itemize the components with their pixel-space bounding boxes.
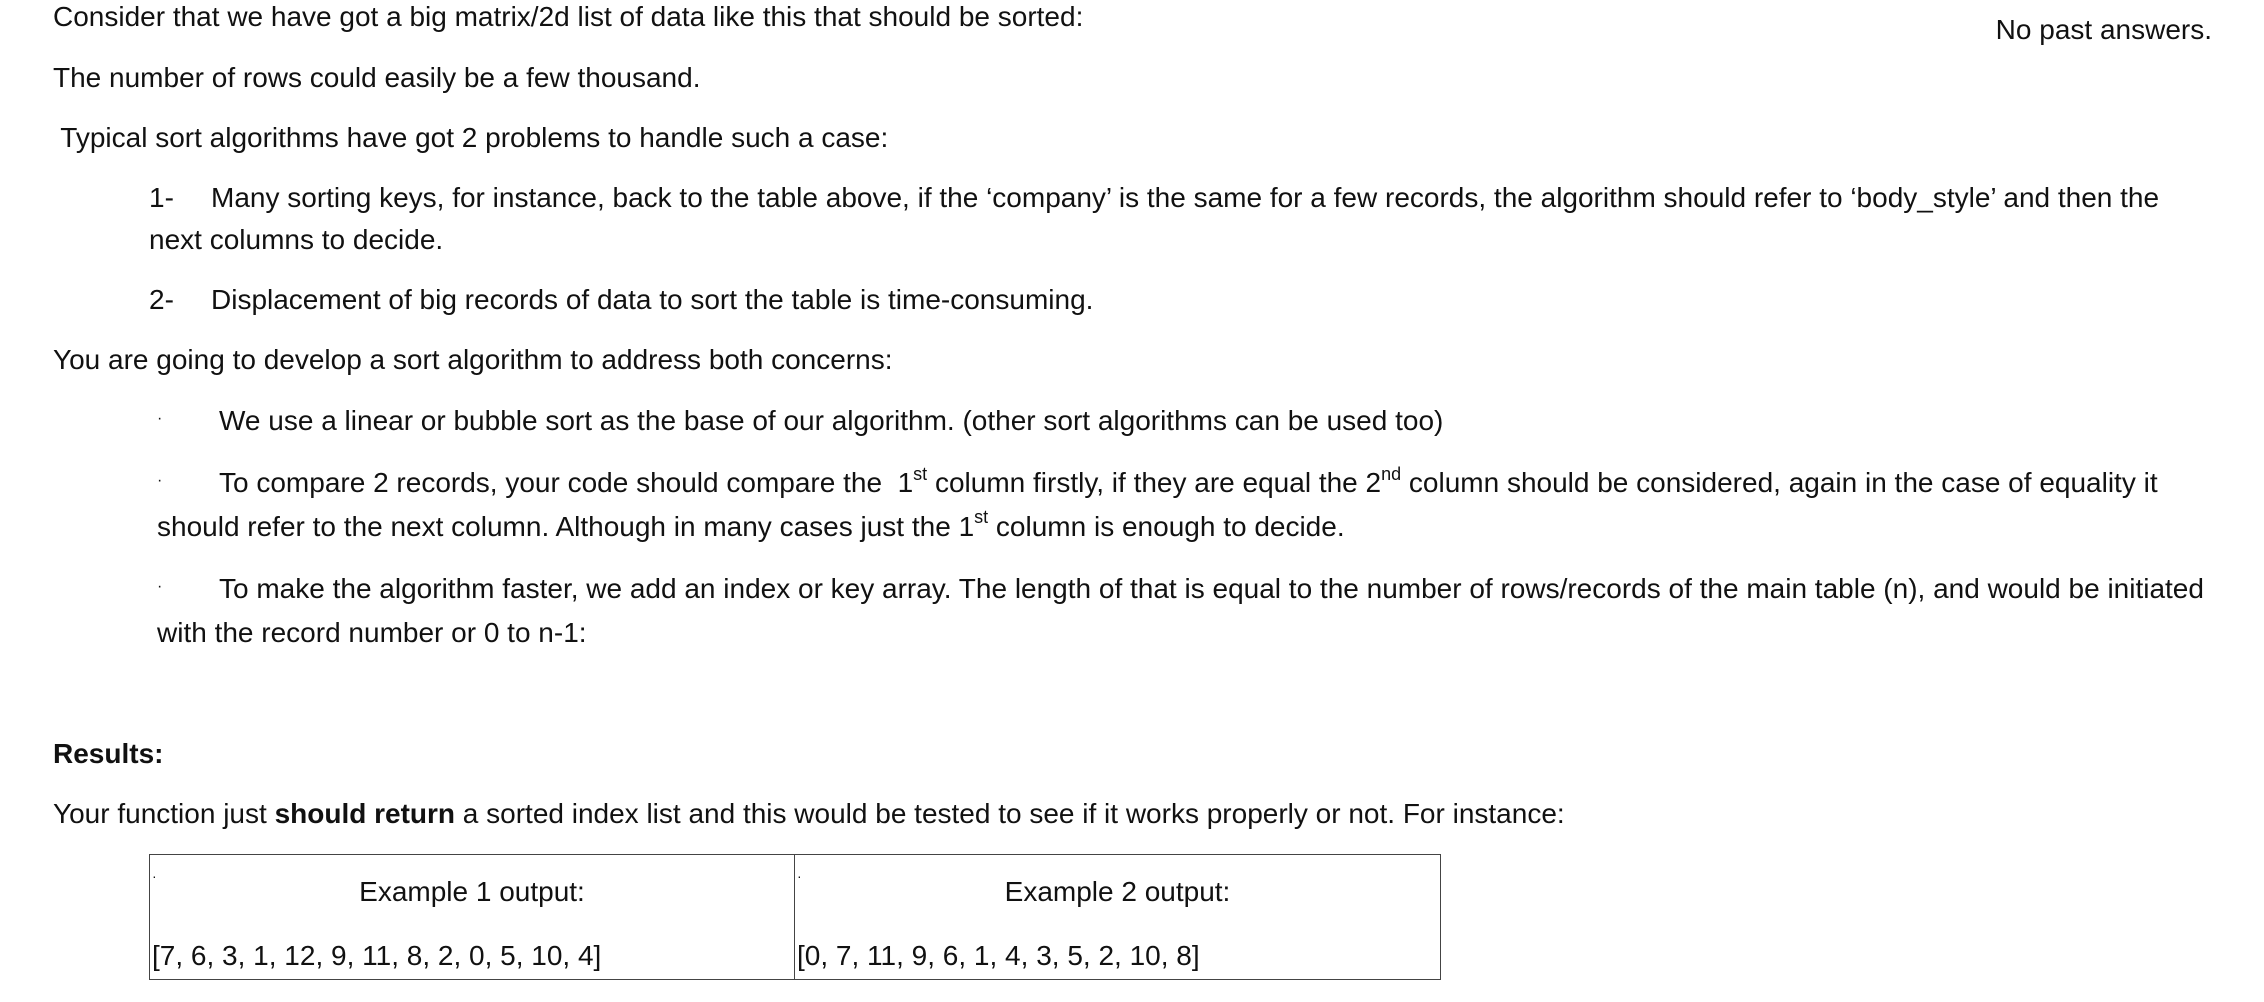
results-text-post: a sorted index list and this would be tested to see if it works properly or not. For instance: [455,798,1565,829]
past-answers-status: No past answers. [1995,14,2212,45]
example-1-cell [150,855,795,979]
results-heading [53,737,163,771]
results-description [53,797,1565,831]
intro-line-2: The number of rows could easily be a few thousand. [53,62,701,93]
bullet-text-2b: column firstly, if they are equal the 2 [927,467,1382,498]
bullet-item-1 [157,404,1443,440]
examples-table [149,854,1441,980]
bullet-text-3: To make the algorithm faster, we add an index or key array. The length of that is equal to the number of rows/records of the main table (n), and would be initiated with the record number or 0 to n-1: [157,573,2204,648]
example-2-marker: · [797,868,802,884]
superscript-nd: nd [1381,463,1402,484]
problem-text-1: Many sorting keys, for instance, back to the table above, if the ‘company’ is the same for a few records, the algorithm should refer to ‘body_style’ and then the next columns to decide. [149,182,2160,255]
example-2-label: Example 2 output: [1004,876,1231,907]
problem-text-2: Displacement of big records of data to sort the table is time-consuming. [211,284,1094,315]
example-2-cell [795,855,1440,979]
develop-line: You are going to develop a sort algorithm to address both concerns: [53,344,893,375]
results-heading-text: Results: [53,738,164,769]
superscript-st-2: st [974,507,989,528]
example-1-label: Example 1 output: [359,876,585,907]
bullet-text-2d: column is enough to decide. [988,510,1345,542]
bullet-item-3 [157,568,2219,654]
intro-line-3: Typical sort algorithms have got 2 problems to handle such a case: [53,122,889,153]
bullet-marker-1: · [157,409,163,427]
bullet-text-2a: To compare 2 records, your code should compare the 1 [219,467,914,498]
results-text-pre: Your function just [53,798,275,829]
problem-item-2 [149,283,1093,317]
example-2-output: [0, 7, 11, 9, 6, 1, 4, 3, 5, 2, 10, 8] [797,940,1200,971]
intro-line-1: Consider that we have got a big matrix/2d list of data like this that should be sorted: [53,1,1084,32]
bullet-marker-3: · [157,577,163,595]
bullet-item-2 [157,462,2219,548]
problem-item-1 [149,177,2219,261]
example-1-marker: · [152,868,157,884]
bullet-text-2c: column should be considered, again in the case of equality it should refer to the next column. Although in many cases just the 1 [157,467,2158,542]
example-1-output: [7, 6, 3, 1, 12, 9, 11, 8, 2, 0, 5, 10, 4] [152,940,602,971]
problem-number-2: 2- [149,284,174,315]
bullet-marker-2: · [157,471,163,489]
bullet-text-1: We use a linear or bubble sort as the base of our algorithm. (other sort algorithms can be used too) [219,405,1444,436]
superscript-st-1: st [913,463,928,484]
problem-number-1: 1- [149,182,174,213]
results-text-bold: should return [274,798,456,829]
